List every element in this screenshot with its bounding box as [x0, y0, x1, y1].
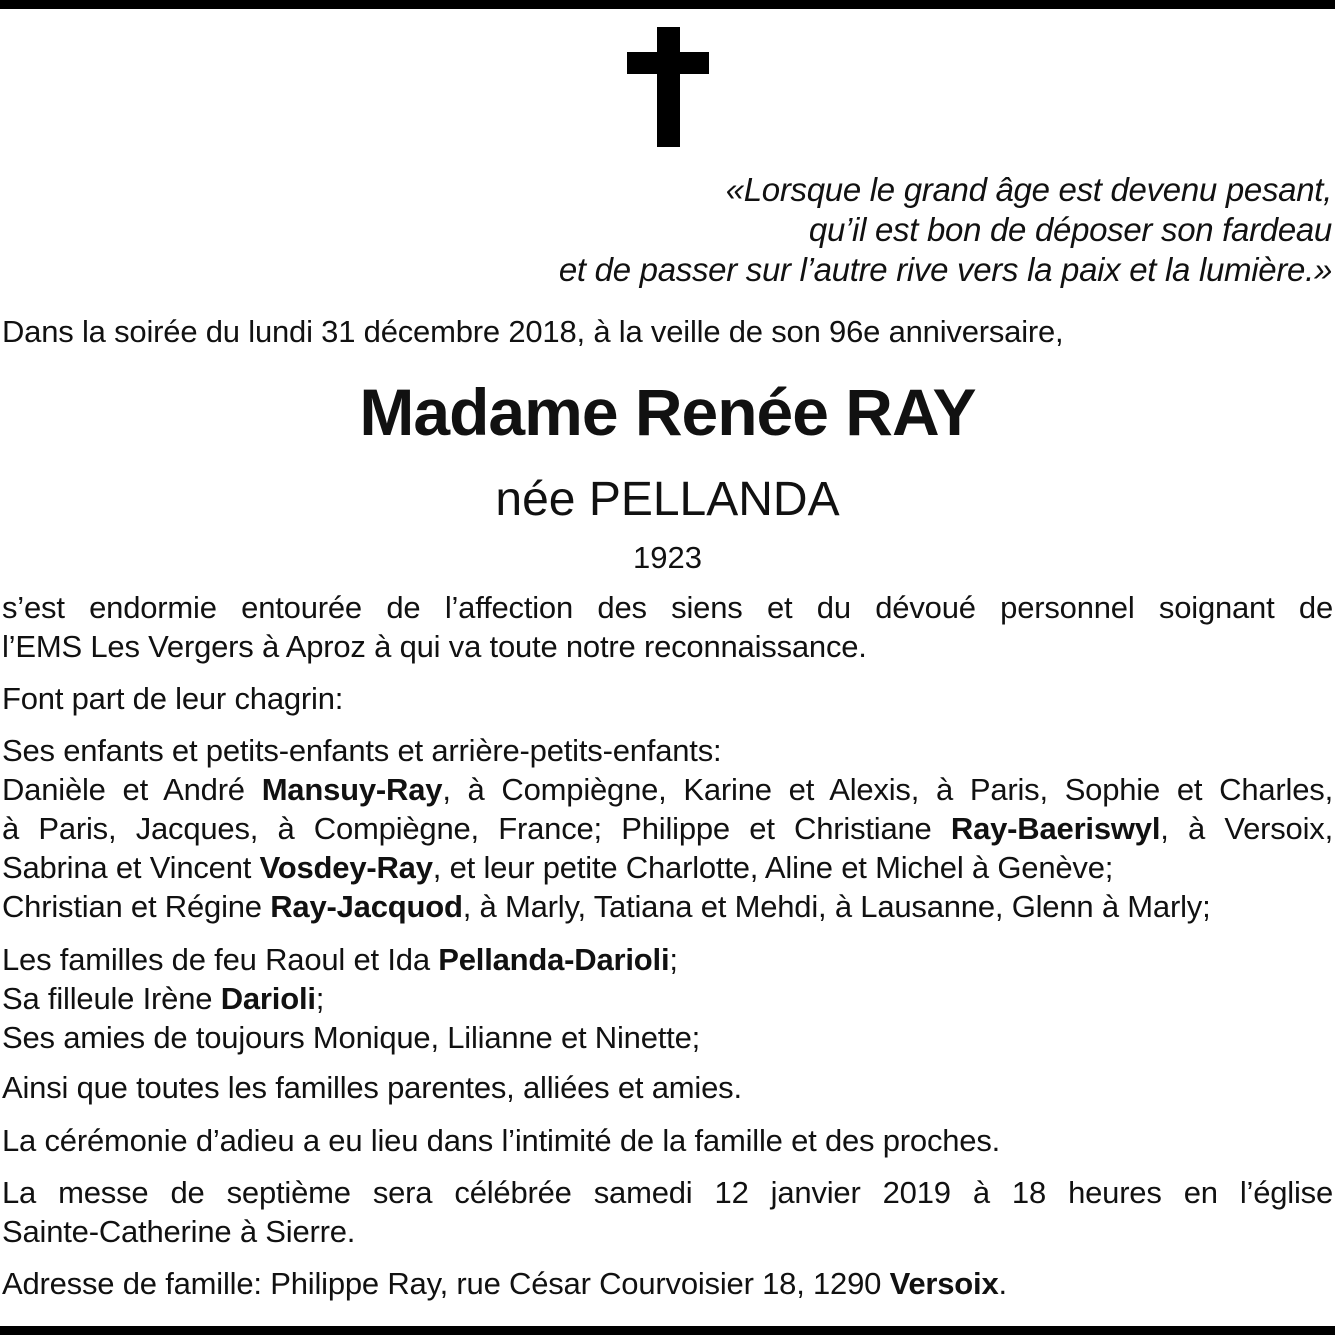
children-header: Ses enfants et petits-enfants et arrière-petits-enfants: — [2, 733, 722, 768]
birth-year: 1923 — [633, 540, 702, 575]
ceremony-text: La cérémonie d’adieu a eu lieu dans l’intimité de la famille et des proches. — [2, 1123, 1001, 1158]
family-name: Darioli — [220, 981, 316, 1016]
relatives-text: Ainsi que toutes les familles parentes, alliées et amies. — [2, 1070, 742, 1105]
top-rule — [0, 0, 1335, 9]
families-line: Sa filleule Irène Darioli; — [2, 981, 325, 1016]
deceased-name: Madame Renée RAY — [359, 375, 976, 449]
passing-line: l’EMS Les Vergers à Aproz à qui va toute notre reconnaissance. — [2, 629, 867, 664]
quote-line: qu’il est bon de déposer son fardeau — [808, 211, 1332, 248]
quote-line: «Lorsque le grand âge est devenu pesant, — [725, 171, 1332, 208]
children-line: Danièle et André Mansuy-Ray, à Compiègne, Karine et Alexis, à Paris, Sophie et Charles, — [2, 772, 1333, 807]
intro-text: Dans la soirée du lundi 31 décembre 2018, à la veille de son 96e anniversaire, — [2, 314, 1064, 349]
passing-paragraph — [2, 588, 1333, 666]
family-name: Vosdey-Ray — [259, 850, 433, 885]
mass-paragraph — [2, 1173, 1333, 1251]
family-name: Mansuy-Ray — [261, 772, 443, 807]
families-line: Ses amies de toujours Monique, Lilianne et Ninette; — [2, 1020, 701, 1055]
mass-line: La messe de septième sera célébrée samedi 12 janvier 2019 à 18 heures en l’église — [2, 1175, 1333, 1210]
children-paragraph — [2, 731, 1333, 926]
family-name: Ray-Jacquod — [270, 889, 463, 924]
quote-line: et de passer sur l’autre rive vers la paix et la lumière.» — [558, 251, 1332, 288]
share-grief-text: Font part de leur chagrin: — [2, 681, 344, 716]
passing-line: s’est endormie entourée de l’affection des siens et du dévoué personnel soignant de — [2, 590, 1333, 625]
epigraph-quote — [432, 170, 1332, 290]
cross-icon — [627, 27, 709, 147]
family-name: Ray-Baeriswyl — [950, 811, 1161, 846]
families-paragraph — [2, 940, 1333, 1057]
children-line: Christian et Régine Ray-Jacquod, à Marly, Tatiana et Mehdi, à Lausanne, Glenn à Marly; — [2, 889, 1211, 924]
families-line: Les familles de feu Raoul et Ida Pellanda-Darioli; — [2, 942, 678, 977]
family-address: Adresse de famille: Philippe Ray, rue César Courvoisier 18, 1290 Versoix. — [2, 1266, 1007, 1301]
family-name: Pellanda-Darioli — [438, 942, 670, 977]
mass-line: Sainte-Catherine à Sierre. — [2, 1214, 356, 1249]
bottom-rule — [0, 1326, 1335, 1335]
children-line: Sabrina et Vincent Vosdey-Ray, et leur petite Charlotte, Aline et Michel à Genève; — [2, 850, 1114, 885]
address-city: Versoix — [889, 1266, 999, 1301]
maiden-name: née PELLANDA — [495, 473, 840, 526]
children-line: à Paris, Jacques, à Compiègne, France; Philippe et Christiane Ray-Baeriswyl, à Versoix, — [2, 811, 1333, 846]
